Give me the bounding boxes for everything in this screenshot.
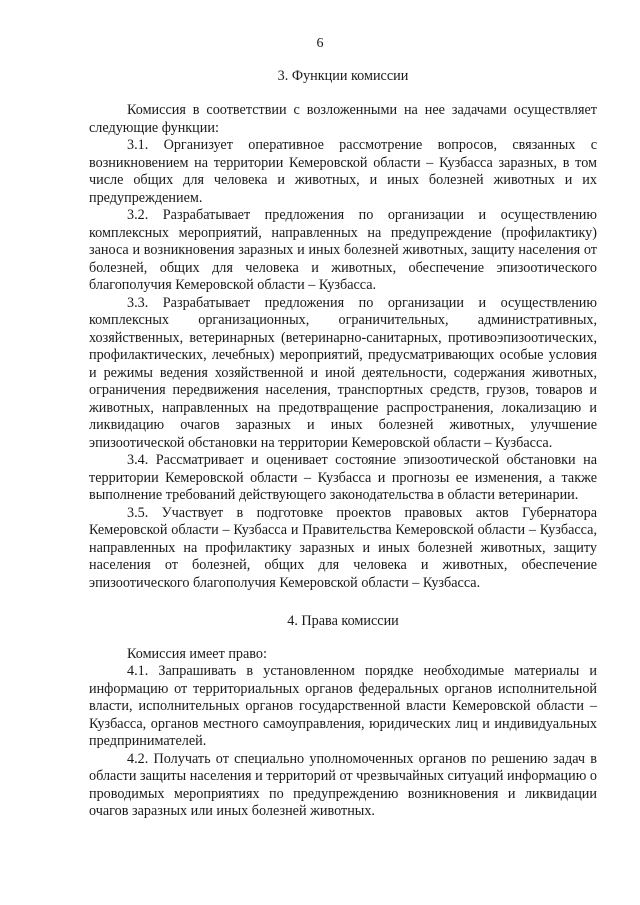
section-title-rights: 4. Права комиссии — [287, 613, 399, 630]
paragraph-3-3: 3.3. Разрабатывает предложения по организации и осуществлению комплексных организационных, ограничительных, административных, хозяйственных, ветеринарных (ветеринарно-санитарных, противоэпизоотических, профилактических, лечебных) мероприятий, предусматривающих особые условия и режимы ведения хозяйственной и иной деятельности, содержания животных, ограничения передвижения населения, транспортных средств, грузов, товаров и животных, направленных на предотвращение распространения, локализацию и ликвидацию очагов заразных и иных болезней животных, улучшение эпизоотической обстановки на территории Кемеровской области – Кузбасса. — [89, 294, 597, 451]
paragraph-4-1: 4.1. Запрашивать в установленном порядке необходимые материалы и информацию от территориальных органов федеральных органов исполнительной власти, исполнительных органов государственной власти Кемеровской области – Кузбасса, органов местного самоуправления, юридических лиц и индивидуальных предпринимателей. — [89, 663, 597, 750]
paragraph-4-2: 4.2. Получать от специально уполномоченных органов по решению задач в области защиты населения и территорий от чрезвычайных ситуаций информацию о проводимых мероприятиях по предупреждению возникновения и ликвидации очагов заразных или иных болезней животных. — [89, 750, 597, 820]
paragraph-intro-functions: Комиссия в соответствии с возложенными на нее задачами осуществляет следующие функции: — [89, 102, 597, 136]
paragraph-3-5: 3.5. Участвует в подготовке проектов правовых актов Губернатора Кемеровской области – Кузбасса и Правительства Кемеровской области – Кузбасса, направленных на профилактику заразных и иных болезней животных, защиту населения от болезней, общих для человека и животных, обеспечение эпизоотического благополучия Кемеровской области – Кузбасса. — [89, 504, 597, 591]
paragraph-3-4: 3.4. Рассматривает и оценивает состояние эпизоотической обстановки на территории Кемеровской области – Кузбасса и прогнозы ее изменения, а также выполнение требований действующего законодательства в области ветеринарии. — [89, 452, 597, 504]
document-body — [89, 68, 597, 821]
paragraph-3-1: 3.1. Организует оперативное рассмотрение вопросов, связанных с возникновением на территории Кемеровской области – Кузбасса заразных, в том числе общих для человека и животных, и иных болезней животных и их предупреждением. — [89, 137, 597, 206]
section-title-functions: 3. Функции комиссии — [277, 68, 409, 84]
paragraph-3-2: 3.2. Разрабатывает предложения по организации и осуществлению комплексных мероприятий, направленных на предупреждение (профилактику) заноса и возникновения заразных и иных болезней животных, защиту населения от болезней, общих для человека и животных, обеспечение эпизоотического благополучия Кемеровской области – Кузбасса. — [89, 207, 597, 294]
page-number: 6 — [316, 36, 324, 51]
paragraph-intro-rights: Комиссия имеет право: — [127, 645, 267, 662]
